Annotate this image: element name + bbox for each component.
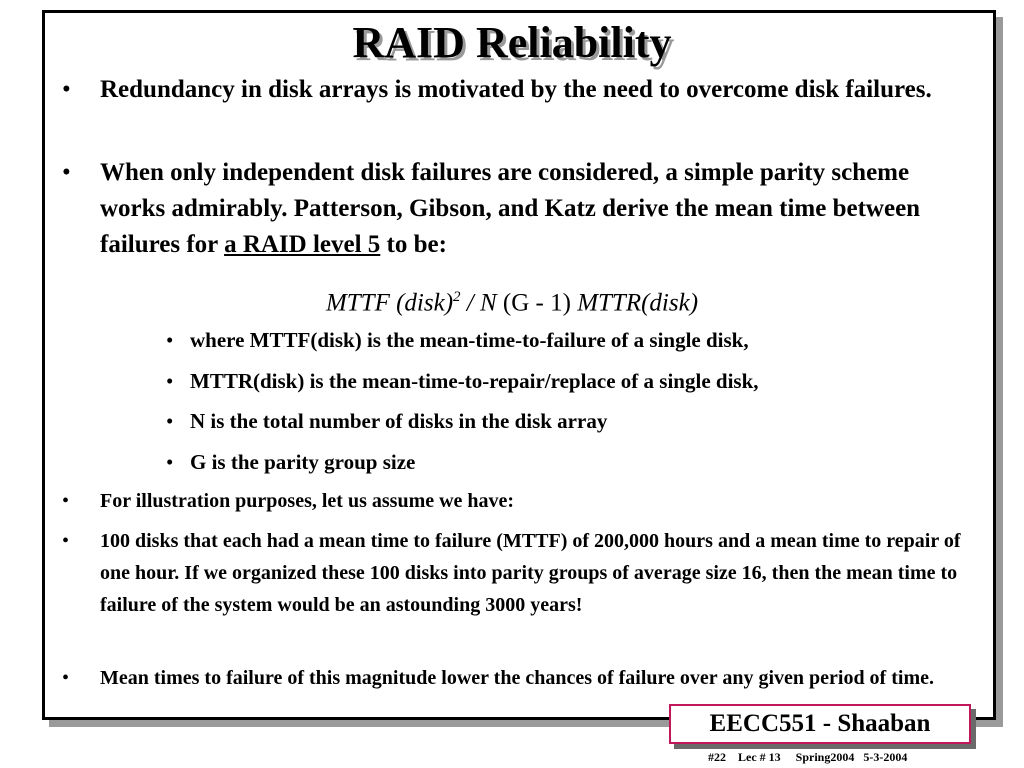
sub-bullet-marker: • [166,328,174,352]
sub-bullet-n: N is the total number of disks in the disk array [190,409,608,433]
bullet-marker: • [62,530,70,552]
bullet-parity-scheme [100,155,980,263]
formula-slash: / [466,289,474,317]
bullet-marker: • [62,159,71,186]
slide-footer: #22 Lec # 13 Spring2004 5-3-2004 [708,750,908,764]
formula-group: (G - 1) [502,289,571,317]
bullet-marker: • [62,76,71,103]
sub-bullet-marker: • [166,369,174,393]
formula-mttr-disk: MTTR(disk) [577,289,699,317]
slide-title: RAID Reliability [352,18,672,67]
bullet-parity-tail: to be: [380,231,447,258]
sub-bullet-mttr: MTTR(disk) is the mean-time-to-repair/replace of a single disk, [190,369,759,393]
bullet-marker: • [62,490,70,512]
bullet-marker: • [62,667,70,689]
bullet-illustration: For illustration purposes, let us assume we have: [100,490,515,512]
sub-bullet-g: G is the parity group size [190,450,416,474]
formula-mttf-disk: MTTF (disk) [325,289,454,317]
bullet-parity-text: When only independent disk failures are considered, a simple parity scheme works admirably. Patterson, Gibson, and Katz derive the mean time between failures for [100,159,921,258]
bullet-example: 100 disks that each had a mean time to failure (MTTF) of 200,000 hours and a mean time to repair of one hour. If we organized these 100 disks into parity groups of average size 16, then the mean time to failure of the system would be an astounding 3000 years! [100,530,961,616]
raid-level-5-underlined: a RAID level 5 [224,231,381,258]
sub-bullet-marker: • [166,450,174,474]
course-badge: EECC551 - Shaaban [669,704,971,744]
bullet-redundancy: Redundancy in disk arrays is motivated by the need to overcome disk failures. [100,76,932,103]
sub-bullet-mttf: where MTTF(disk) is the mean-time-to-failure of a single disk, [190,328,749,352]
sub-bullet-marker: • [166,409,174,433]
mttf-formula [0,282,1024,318]
bullet-conclusion: Mean times to failure of this magnitude lower the chances of failure over any given period of time. [100,667,934,689]
formula-n: N [479,289,497,317]
formula-exponent: 2 [453,289,461,305]
